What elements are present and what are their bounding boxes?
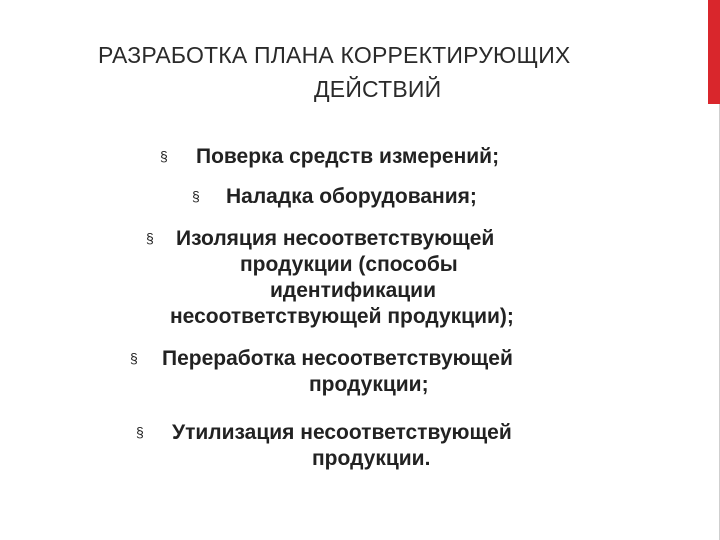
title-line-1: РАЗРАБОТКА ПЛАНА КОРРЕКТИРУЮЩИХ xyxy=(98,42,571,68)
list-item-text: Поверка средств измерений; xyxy=(196,145,500,168)
list-item-text: Переработка несоответствующей xyxy=(162,347,513,370)
list-item-text: идентификации xyxy=(270,279,437,302)
bullet-marker-icon: § xyxy=(192,188,200,204)
bullet-marker-icon: § xyxy=(130,350,138,366)
list-item-text: Утилизация несоответствующей xyxy=(172,421,512,444)
list-item-5 xyxy=(172,420,512,472)
list-item-1 xyxy=(196,144,499,170)
list-item-2 xyxy=(226,184,477,210)
list-item-text: Наладка оборудования; xyxy=(226,185,477,208)
list-item-text: Изоляция несоответствующей xyxy=(176,227,495,250)
bullet-marker-icon: § xyxy=(146,230,154,246)
list-item-text: несоответствующей продукции); xyxy=(170,305,514,328)
bullet-marker-icon: § xyxy=(136,424,144,440)
list-item-text: продукции. xyxy=(312,447,431,470)
bullet-marker-icon: § xyxy=(160,148,168,164)
list-item-text: продукции (способы xyxy=(240,253,458,276)
list-item-text: продукции; xyxy=(309,373,429,396)
title-line-2: ДЕЙСТВИЙ xyxy=(314,76,442,102)
list-item-4 xyxy=(162,346,513,398)
list-item-3 xyxy=(170,226,596,330)
